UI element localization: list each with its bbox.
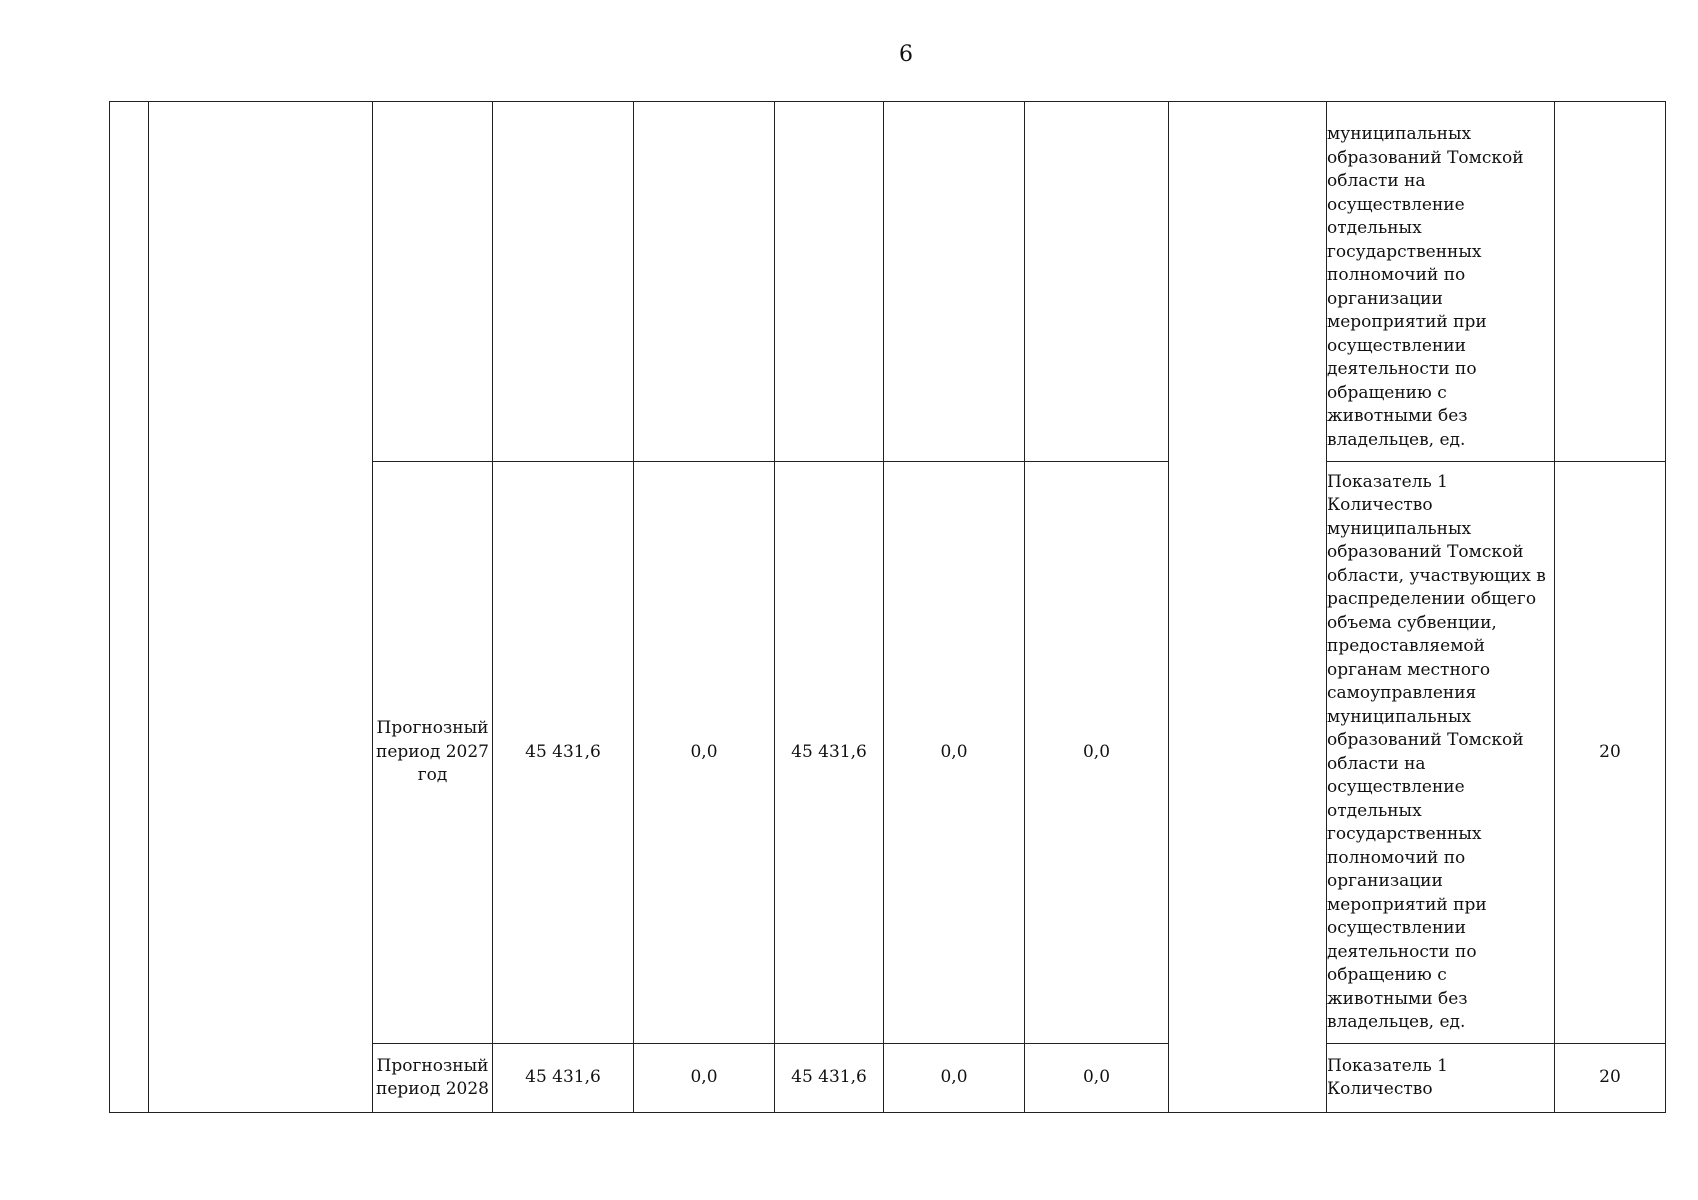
budget-table: [109, 101, 1666, 1113]
local-budget-cell: [884, 102, 1025, 462]
row-number-cell: [110, 102, 149, 1113]
target-value-cell: 20: [1555, 462, 1666, 1044]
federal-budget-cell: [634, 102, 775, 462]
extrabudgetary-cell: [1025, 102, 1169, 462]
total-funding-cell: 45 431,6: [493, 462, 634, 1044]
page-number: 6: [899, 42, 913, 67]
local-budget-cell: 0,0: [884, 1044, 1025, 1113]
local-budget-cell: 0,0: [884, 462, 1025, 1044]
event-name-cell: [149, 102, 373, 1113]
regional-budget-cell: 45 431,6: [775, 1044, 884, 1113]
indicator-cell: Показатель 1 Количество: [1327, 1044, 1555, 1113]
target-value-cell: 20: [1555, 1044, 1666, 1113]
federal-budget-cell: 0,0: [634, 1044, 775, 1113]
indicator-cell: муниципальных образований Томской области на осуществление отдельных государственных полномочий по организации мероприятий при осуществлении деятельности по обращению с животными без владельцев, ед.: [1327, 102, 1555, 462]
period-cell: Прогнозный период 2027 год: [373, 462, 493, 1044]
federal-budget-cell: 0,0: [634, 462, 775, 1044]
extrabudgetary-cell: 0,0: [1025, 462, 1169, 1044]
period-cell: Прогнозный период 2028: [373, 1044, 493, 1113]
total-funding-cell: 45 431,6: [493, 1044, 634, 1113]
budget-table-container: [109, 101, 1666, 1113]
extrabudgetary-cell: 0,0: [1025, 1044, 1169, 1113]
executor-cell: [1169, 102, 1327, 1113]
regional-budget-cell: [775, 102, 884, 462]
total-funding-cell: [493, 102, 634, 462]
target-value-cell: [1555, 102, 1666, 462]
table-row: [110, 102, 1666, 462]
indicator-cell: Показатель 1 Количество муниципальных образований Томской области, участвующих в распределении общего объема субвенции, предоставляемой органам местного самоуправления муниципальных образований Томской области на осуществление отдельных государственных полномочий по организации мероприятий при осуществлении деятельности по обращению с животными без владельцев, ед.: [1327, 462, 1555, 1044]
period-cell: [373, 102, 493, 462]
regional-budget-cell: 45 431,6: [775, 462, 884, 1044]
